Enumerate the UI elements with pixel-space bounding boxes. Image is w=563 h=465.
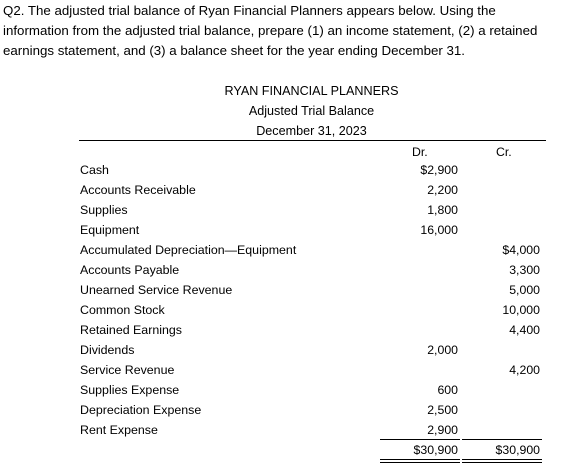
company-name: RYAN FINANCIAL PLANNERS [224, 84, 399, 98]
account-name: Supplies [80, 203, 128, 217]
account-name: Cash [80, 163, 109, 177]
table-row [0, 340, 563, 360]
account-name: Accumulated Depreciation—Equipment [80, 243, 297, 257]
debit-amount: 2,200 [427, 183, 458, 197]
credit-column-header: Cr. [496, 145, 512, 159]
table-row [0, 320, 563, 340]
credit-amount: 4,400 [509, 323, 540, 337]
table-row [0, 360, 563, 380]
trial-balance-rows [0, 160, 563, 440]
table-row [0, 260, 563, 280]
table-row [0, 300, 563, 320]
table-row [0, 180, 563, 200]
table-row [0, 200, 563, 220]
debit-amount: 2,500 [427, 403, 458, 417]
account-name: Rent Expense [80, 423, 158, 437]
account-name: Retained Earnings [80, 323, 182, 337]
account-name: Equipment [80, 223, 140, 237]
statement-title: Adjusted Trial Balance [248, 104, 375, 118]
account-name: Unearned Service Revenue [80, 283, 233, 297]
debit-amount: 2,900 [427, 423, 458, 437]
credit-amount: 5,000 [509, 283, 540, 297]
account-name: Service Revenue [80, 363, 175, 377]
account-name: Supplies Expense [80, 383, 180, 397]
credit-total: $30,900 [495, 443, 540, 457]
debit-amount: $2,900 [420, 163, 458, 177]
credit-amount: 3,300 [509, 263, 540, 277]
account-name: Depreciation Expense [80, 403, 202, 417]
account-name: Common Stock [80, 303, 165, 317]
header-rule [79, 140, 546, 141]
table-row [0, 280, 563, 300]
debit-double-underline [380, 459, 460, 463]
debit-amount: 600 [437, 383, 458, 397]
debit-amount: 2,000 [427, 343, 458, 357]
account-name: Accounts Receivable [80, 183, 196, 197]
question-text: Q2. The adjusted trial balance of Ryan Financial Planners appears below. Using the information from the adjusted trial balance, prepare (1) an income statement, (2) a retained earnings statement, and (3) a balance sheet for the year ending December 31. [3, 3, 538, 58]
credit-double-underline [462, 459, 542, 463]
account-name: Accounts Payable [80, 263, 180, 277]
table-row [0, 400, 563, 420]
table-row [0, 240, 563, 260]
credit-amount: 4,200 [509, 363, 540, 377]
account-name: Dividends [80, 343, 135, 357]
table-row [0, 420, 563, 440]
table-row [0, 220, 563, 240]
statement-date: December 31, 2023 [256, 124, 367, 138]
debit-column-header: Dr. [412, 145, 428, 159]
debit-total: $30,900 [413, 443, 458, 457]
credit-amount: 10,000 [502, 303, 540, 317]
table-row [0, 160, 563, 180]
table-row [0, 380, 563, 400]
debit-amount: 1,800 [427, 203, 458, 217]
debit-amount: 16,000 [420, 223, 458, 237]
totals-row [0, 440, 563, 460]
credit-amount: $4,000 [502, 243, 540, 257]
